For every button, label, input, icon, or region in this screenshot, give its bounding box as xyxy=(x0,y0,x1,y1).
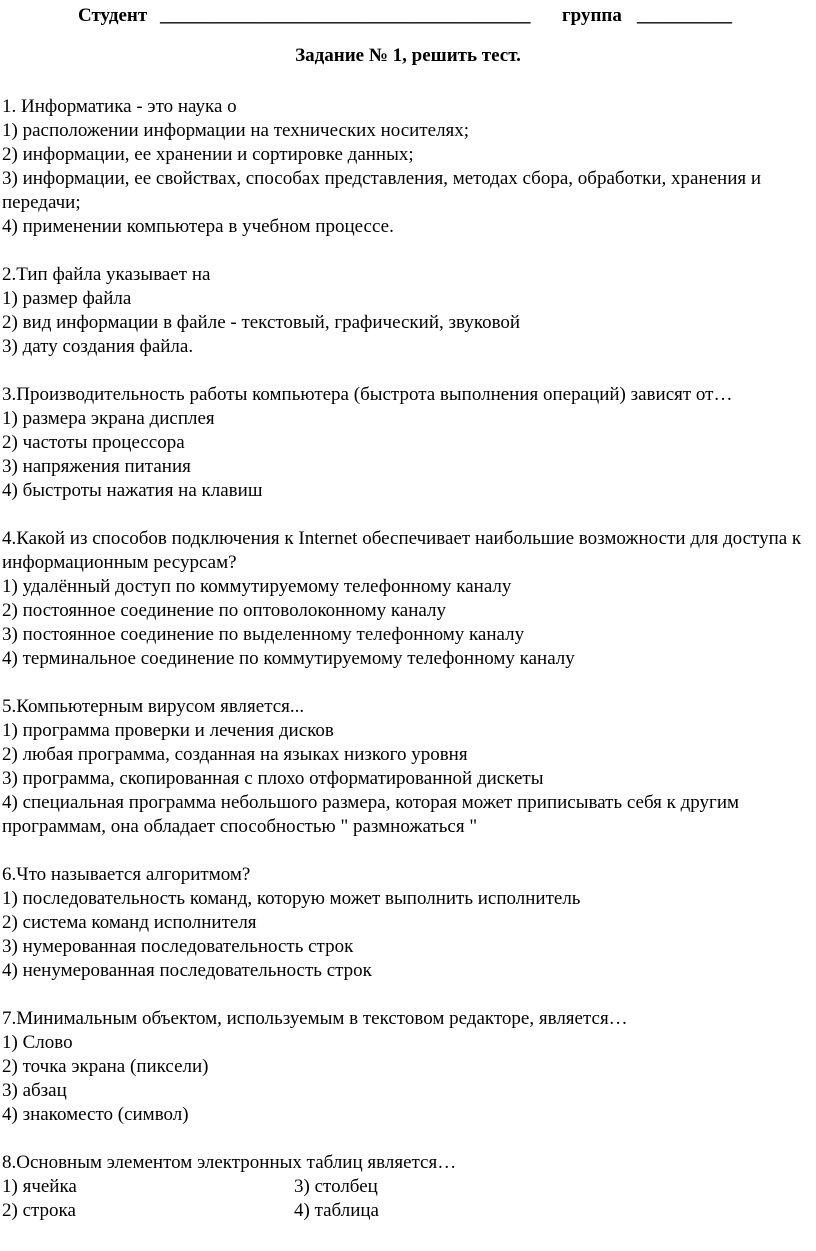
answer-option: 4) применении компьютера в учебном процессе. xyxy=(2,216,394,237)
student-label: Студент xyxy=(78,5,148,26)
answer-option: 3) программа, скопированная с плохо отформатированной дискеты xyxy=(2,768,544,789)
question-6 xyxy=(2,863,802,983)
answer-option: 2) точка экрана (пиксели) xyxy=(2,1056,209,1077)
answer-option: 2) система команд исполнителя xyxy=(2,912,257,933)
answer-option: 3) информации, ее свойствах, способах представления, методах сбора, обработки, хранения и передачи; xyxy=(2,168,762,213)
question-5 xyxy=(2,695,802,839)
answer-option: 2) информации, ее хранении и сортировке данных; xyxy=(2,144,414,165)
answer-option: 4) таблица xyxy=(294,1200,379,1221)
answer-option: 3) постоянное соединение по выделенному телефонному каналу xyxy=(2,624,525,645)
answer-option: 3) абзац xyxy=(2,1080,67,1101)
answer-option: 2) постоянное соединение по оптоволоконному каналу xyxy=(2,600,446,621)
question-text: 7.Минимальным объектом, используемым в текстовом редакторе, является… xyxy=(2,1008,628,1029)
answer-option: 4) ненумерованная последовательность строк xyxy=(2,960,372,981)
page-title: Задание № 1, решить тест. xyxy=(295,45,521,66)
group-label: группа xyxy=(562,5,622,26)
answer-row xyxy=(2,1175,802,1199)
answer-option: 1) расположении информации на технических носителях; xyxy=(2,120,470,141)
answer-option: 3) столбец xyxy=(294,1176,378,1197)
answer-option: 3) напряжения питания xyxy=(2,456,191,477)
answer-option: 1) последовательность команд, которую может выполнить исполнитель xyxy=(2,888,581,909)
answer-option: 1) удалённый доступ по коммутируемому телефонному каналу xyxy=(2,576,512,597)
question-7 xyxy=(2,1007,802,1127)
question-2 xyxy=(2,263,802,359)
answer-option: 1) размера экрана дисплея xyxy=(2,408,215,429)
student-name-line: _______________________________________ xyxy=(160,5,531,26)
answer-option: 1) размер файла xyxy=(2,288,132,309)
answer-option: 4) специальная программа небольшого размера, которая может приписывать себя к другим программам, она обладает способностью " размножаться " xyxy=(2,792,740,837)
student-header xyxy=(0,4,816,28)
answer-option: 2) строка xyxy=(2,1200,76,1221)
answer-option: 2) любая программа, созданная на языках низкого уровня xyxy=(2,744,468,765)
answer-option: 1) Слово xyxy=(2,1032,73,1053)
question-text: 3.Производительность работы компьютера (быстрота выполнения операций) зависят от… xyxy=(2,384,733,405)
answer-option: 2) частоты процессора xyxy=(2,432,185,453)
question-4 xyxy=(2,527,802,671)
question-text: 4.Какой из способов подключения к Internet обеспечивает наибольшие возможности для доступа к информационным ресурсам? xyxy=(2,528,802,573)
answer-row xyxy=(2,1199,802,1223)
question-text: 5.Компьютерным вирусом является... xyxy=(2,696,305,717)
answer-option: 1) ячейка xyxy=(2,1176,77,1197)
answer-option: 3) нумерованная последовательность строк xyxy=(2,936,354,957)
question-text: 1. Информатика - это наука о xyxy=(2,96,237,117)
answer-option: 4) знакоместо (символ) xyxy=(2,1104,189,1125)
question-3 xyxy=(2,383,802,503)
question-1 xyxy=(2,95,802,239)
question-text: 2.Тип файла указывает на xyxy=(2,264,211,285)
answer-option: 4) терминальное соединение по коммутируемому телефонному каналу xyxy=(2,648,575,669)
answer-option: 2) вид информации в файле - текстовый, графический, звуковой xyxy=(2,312,521,333)
question-text: 8.Основным элементом электронных таблиц является… xyxy=(2,1152,457,1173)
question-8 xyxy=(2,1151,802,1223)
answer-option: 3) дату создания файла. xyxy=(2,336,194,357)
answer-option: 4) быстроты нажатия на клавиш xyxy=(2,480,263,501)
test-body xyxy=(2,95,802,1223)
group-line: __________ xyxy=(637,5,732,26)
question-text: 6.Что называется алгоритмом? xyxy=(2,864,251,885)
answer-option: 1) программа проверки и лечения дисков xyxy=(2,720,334,741)
